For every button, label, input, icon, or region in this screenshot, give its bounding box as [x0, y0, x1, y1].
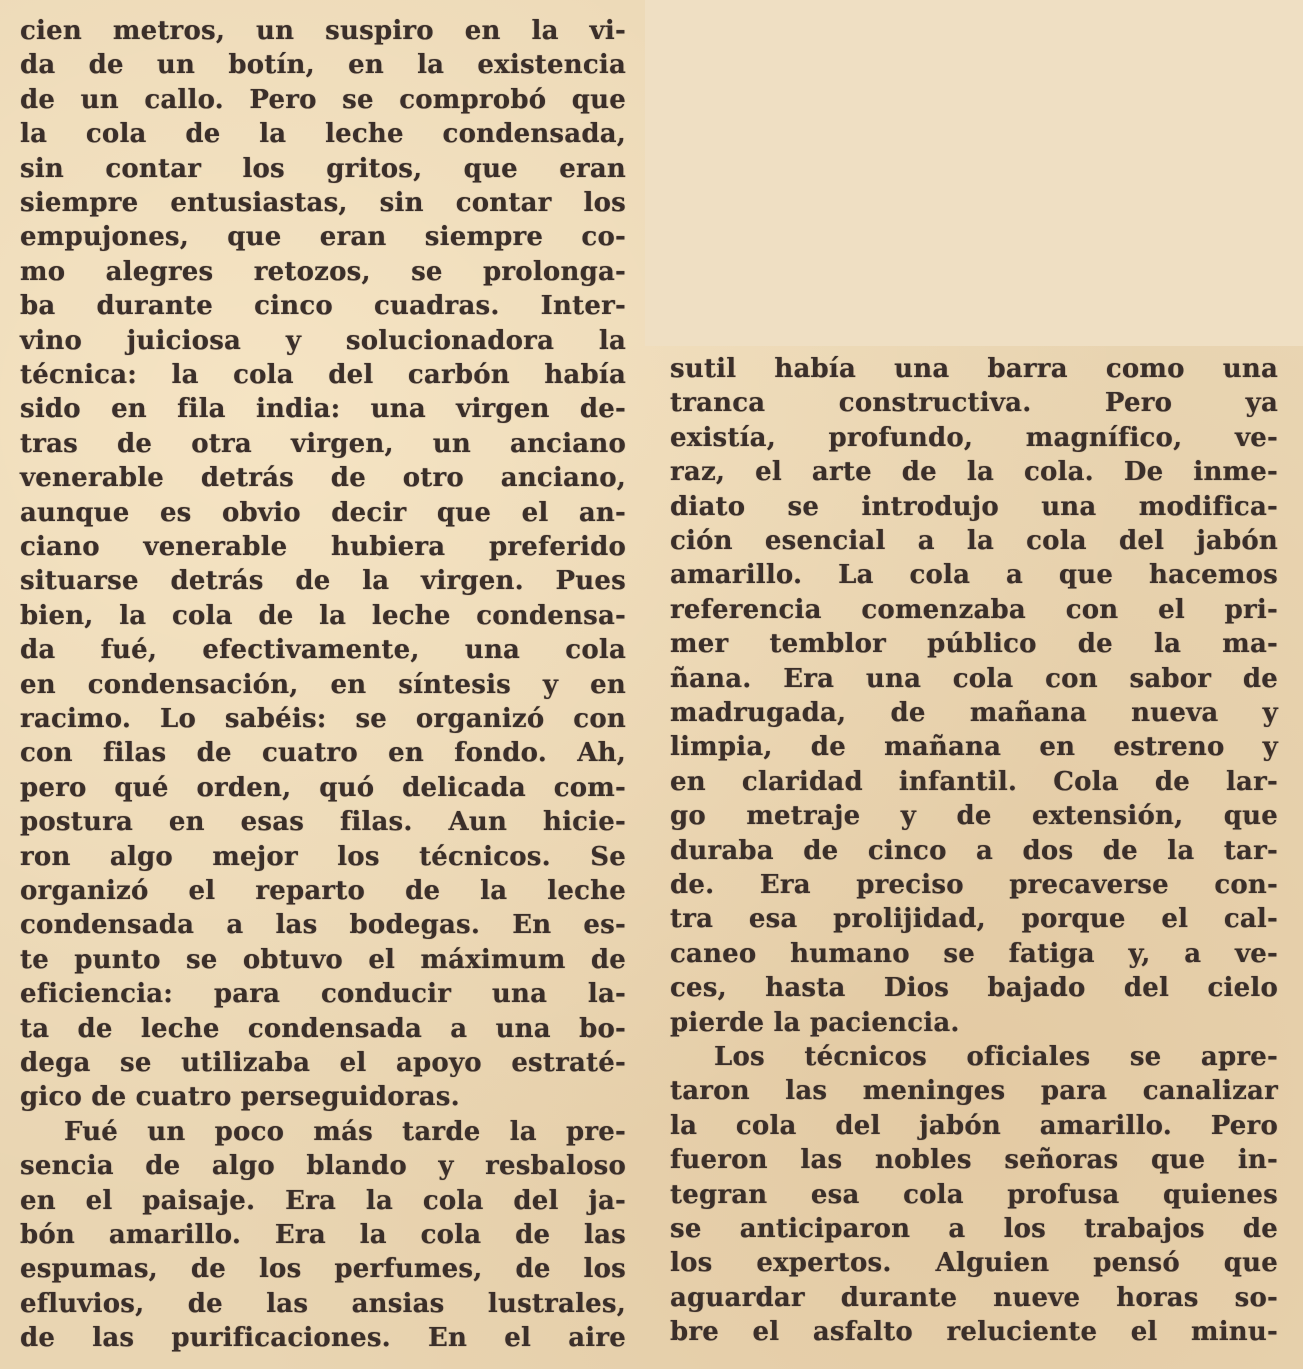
text-line: pierde la paciencia. — [670, 1008, 960, 1038]
text-line: sutil había una barra como una — [670, 354, 1278, 384]
text-line: go metraje y de extensión, que — [670, 801, 1278, 831]
text-line: referencia comenzaba con el pri- — [670, 595, 1278, 625]
text-line: ciano venerable hubiera preferido — [20, 532, 626, 562]
text-line: espumas, de los perfumes, de los — [20, 1254, 626, 1284]
text-line: ñana. Era una cola con sabor de — [670, 664, 1278, 694]
text-line: Fué un poco más tarde la pre- — [64, 1117, 626, 1147]
text-line: racimo. Lo sabéis: se organizó con — [20, 704, 626, 734]
text-line: bón amarillo. Era la cola de las — [20, 1220, 626, 1250]
text-line: los expertos. Alguien pensó que — [670, 1248, 1278, 1278]
text-line: limpia, de mañana en estreno y — [670, 732, 1278, 762]
text-line: madrugada, de mañana nueva y — [670, 698, 1278, 728]
text-line: gico de cuatro perseguidoras. — [20, 1082, 460, 1112]
text-line: tranca constructiva. Pero ya — [670, 388, 1278, 418]
text-line: siempre entusiastas, sin contar los — [20, 188, 626, 218]
text-line: de. Era preciso precaverse con- — [670, 870, 1278, 900]
text-line: caneo humano se fatiga y, a ve- — [670, 939, 1278, 969]
text-line: mer temblor público de la ma- — [670, 629, 1278, 659]
text-line: tegran esa cola profusa quienes — [670, 1180, 1278, 1210]
text-line: taron las meninges para canalizar — [670, 1076, 1278, 1106]
text-line: la cola del jabón amarillo. Pero — [670, 1111, 1278, 1141]
text-line: dega se utilizaba el apoyo estraté- — [20, 1048, 626, 1078]
text-line: condensada a las bodegas. En es- — [20, 910, 626, 940]
text-line: ces, hasta Dios bajado del cielo — [670, 973, 1278, 1003]
text-line: te punto se obtuvo el máximum de — [20, 945, 626, 975]
text-line: raz, el arte de la cola. De inme- — [670, 457, 1278, 487]
text-line: ba durante cinco cuadras. Inter- — [20, 291, 626, 321]
text-line: mo alegres retozos, se prolonga- — [20, 257, 626, 287]
text-line: duraba de cinco a dos de la tar- — [670, 836, 1278, 866]
text-line: amarillo. La cola a que hacemos — [670, 560, 1278, 590]
text-line: la cola de la leche condensada, — [20, 119, 626, 149]
text-line: fueron las nobles señoras que in- — [670, 1145, 1278, 1175]
text-line: tra esa prolijidad, porque el cal- — [670, 904, 1278, 934]
text-line: ta de leche condensada a una bo- — [20, 1014, 626, 1044]
text-line: Los técnicos oficiales se apre- — [714, 1042, 1278, 1072]
text-line: bien, la cola de la leche condensa- — [20, 601, 626, 631]
text-line: existía, profundo, magnífico, ve- — [670, 423, 1278, 453]
text-line: técnica: la cola del carbón había — [20, 360, 626, 390]
text-line: aunque es obvio decir que el an- — [20, 498, 626, 528]
text-line: efluvios, de las ansias lustrales, — [20, 1289, 626, 1319]
text-line: vino juiciosa y solucionadora la — [20, 326, 626, 356]
text-line: empujones, que eran siempre co- — [20, 222, 626, 252]
text-line: aguardar durante nueve horas so- — [670, 1283, 1278, 1313]
text-line: sin contar los gritos, que eran — [20, 154, 626, 184]
text-line: postura en esas filas. Aun hicie- — [20, 807, 626, 837]
text-line: de un callo. Pero se comprobó que — [20, 85, 626, 115]
text-line: venerable detrás de otro anciano, — [20, 463, 626, 493]
blank-paper-area — [645, 0, 1303, 346]
text-line: pero qué orden, quó delicada com- — [20, 773, 626, 803]
text-line: de las purificaciones. En el aire — [20, 1323, 626, 1353]
text-line: en claridad infantil. Cola de lar- — [670, 767, 1278, 797]
text-line: cien metros, un suspiro en la vi- — [20, 16, 626, 46]
text-line: diato se introdujo una modifica- — [670, 492, 1278, 522]
text-line: con filas de cuatro en fondo. Ah, — [20, 738, 626, 768]
text-line: en el paisaje. Era la cola del ja- — [20, 1186, 626, 1216]
text-line: da fué, efectivamente, una cola — [20, 635, 626, 665]
text-line: ron algo mejor los técnicos. Se — [20, 842, 626, 872]
text-line: se anticiparon a los trabajos de — [670, 1214, 1278, 1244]
text-line: bre el asfalto reluciente el minu- — [670, 1317, 1278, 1347]
text-line: organizó el reparto de la leche — [20, 876, 626, 906]
text-line: en condensación, en síntesis y en — [20, 670, 626, 700]
text-line: ción esencial a la cola del jabón — [670, 526, 1278, 556]
text-line: eficiencia: para conducir una la- — [20, 979, 626, 1009]
text-line: tras de otra virgen, un anciano — [20, 429, 626, 459]
text-line: sido en fila india: una virgen de- — [20, 394, 626, 424]
text-line: sencia de algo blando y resbaloso — [20, 1151, 626, 1181]
text-line: situarse detrás de la virgen. Pues — [20, 566, 626, 596]
text-line: da de un botín, en la existencia — [20, 50, 626, 80]
